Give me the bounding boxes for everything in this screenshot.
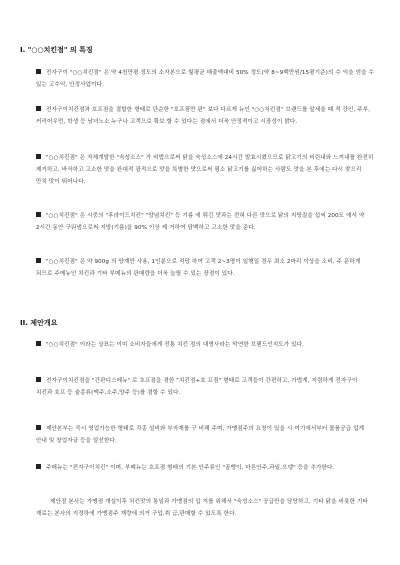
paragraph-text: "○○치킨점" 이라는 상표는 이미 소비자들에게 전통 치킨 점의 대명사라는 막연한 브랜드인지도가 있다. [46,342,304,348]
paragraph-text: 전자구이치킨점과 호프점을 결합한 형태로 단순한 "호프점만 판" 보다 다르게 뉴인 "○○치킨점" 브랜드를 앞세울 때 적 강인, 주부, 커리어우먼, 학생 등 남녀노소 누구나 고객으로 확보 할 수 있다는 점에서 더욱 안정적이고 시장성이 밝다. [36,107,371,125]
paragraph [36,256,374,280]
paragraph [36,496,374,520]
paragraph [36,339,374,351]
paragraph-text: 제안점 본사는 가맹점 개설이후 치킨맛의 통일과 가맹점의 입 지를 위해서 "숙성소스" 공급만을 담당하고, 기타 닭을 비롯한 기타 재료는 본사의 지정하에 가맹점주 재량에 의거 구입,취 급,판매할 수 있도록 한다. [36,499,368,517]
paragraph-text: "○○치킨점" 은 자체개발한 "숙성소스" 가 비법으로써 닭을 숙성소스에 24시간 발효시켰으므로 닭고기의 비린내와 느끼내를 완전히 제거하고, 바삭하고 고소한 맛을 완대적 광적으로 맛을 특별한 맛으로써 평소 닭고기를 싫어하는 사람도 맛을 본 후에는 다시 찾으리 만치 맛이 뛰어나다. [36,155,374,185]
paragraph [36,210,374,234]
paragraph [36,462,374,474]
paragraph-text: 전자구이 "○○치킨점" 은 약 4천만평 정도의 소자본으로 월평균 매출액대비 50% 정도(약 8~9백만원/15평기준)의 수 익을 얻을 수 있는 고수익, 안정사업이다. [36,70,375,88]
square-bullet-icon [36,106,41,111]
section-heading-features: I. "○○치킨점" 의 특징 [20,46,93,54]
paragraph [36,152,374,188]
paragraph [36,104,374,128]
paragraph-text: "○○치킨점" 은 시중의 "후라이드치킨" "양념치킨" 등 기름 에 튀긴 맛과는 전혀 다른 맛으로 닭의 지방질을 섭씨 200도 에서 약 2시간 동안 구워냄으로써 지방(기름)을 90% 이상 제 거하여 담백하고 고소한 맛을 준다. [36,213,365,231]
square-bullet-icon [36,425,41,430]
square-bullet-icon [36,69,41,74]
square-bullet-icon [36,154,41,159]
square-bullet-icon [36,212,41,217]
paragraph-text: 전자구이치킨점을 "간판디스메뉴" 로 호프점을 겸한 "치킨점+호 프점" 형태로 고객들이 간편하고, 가볍게, 저렴하게 전자구이 치킨과 호프 등 술종류(맥주,소주,양주 등)를 겸할 수 있다. [36,378,358,396]
paragraph-text: 주메뉴는 "전자구이치킨" 이며, 부메뉴는 호프점 형태의 기본 안주류인 "골뱅이, 마른안주,과일,오뎅" 등을 추가한다. [46,465,335,471]
paragraph [36,375,374,399]
paragraph-text: 제안본부는 즉시 영업가능한 형태로 각종 설비와 부자재를 구 비해 주며, 가맹점주의 요청이 있을 시 여기에서부터 물품공급 업계 안내 및 창업자금 등을 알선한다. [36,426,365,444]
paragraph [36,423,374,447]
square-bullet-icon [36,464,41,469]
paragraph [36,67,374,91]
square-bullet-icon [36,258,41,263]
paragraph-text: "○○치킨점" 은 약 900g 의 양계만 사용, 1인분으로 적당 하여 고객 2~3명이 일행일 경우 최소 2마리 이상을 소비, 주 문하게 되므로 주메뉴인 치킨과 기타 부메뉴의 판매량을 더욱 늘릴 수 있는 장점이 있다. [36,259,361,277]
square-bullet-icon [36,341,41,346]
section-heading-proposal: II. 제안개요 [20,319,58,327]
square-bullet-icon [36,377,41,382]
